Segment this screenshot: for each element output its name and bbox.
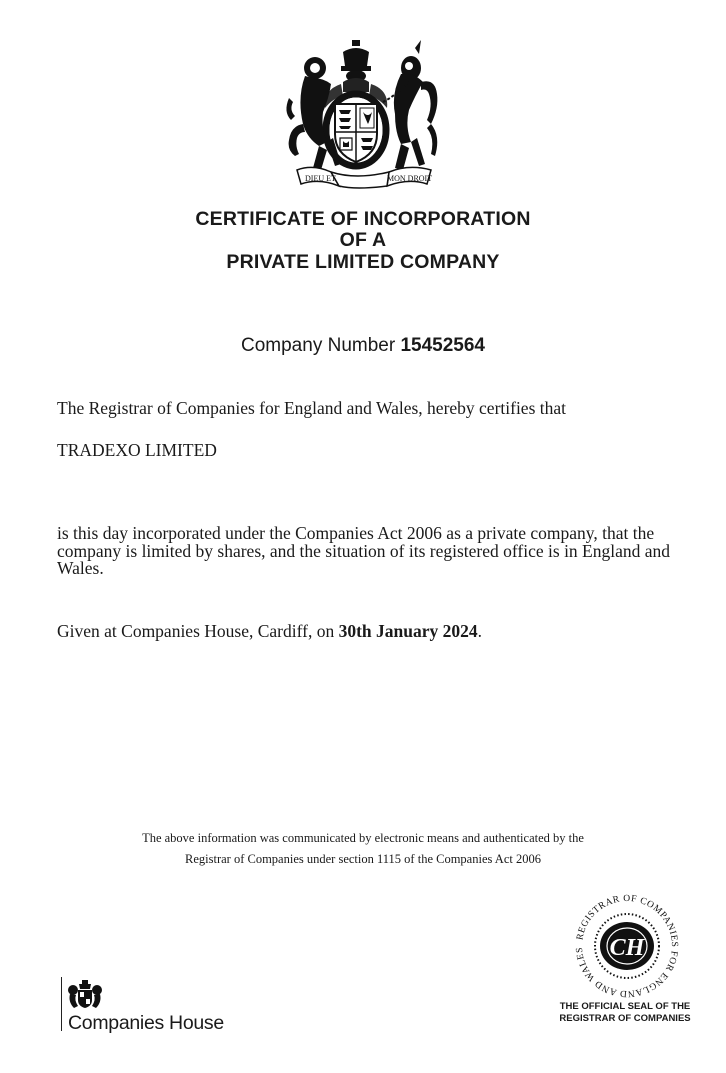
footer-note-line-1: The above information was communicated by electronic means and authenticated by the [142,831,584,845]
companies-house-name: Companies House [68,1012,224,1034]
companies-house-crest-icon [66,980,104,1010]
certificate-title-line-3: PRIVATE LIMITED COMPANY [226,251,500,273]
motto-right: MON DROIT [387,174,433,183]
seal-ring-text: REGISTRAR OF COMPANIES FOR ENGLAND AND WALES [574,893,680,999]
logo-divider [61,977,62,1031]
given-statement [57,622,677,640]
seal-monogram: CH [609,935,645,961]
certificate-title-line-1: CERTIFICATE OF INCORPORATION [195,208,531,230]
royal-coat-of-arms-icon [283,38,445,190]
footer-note-line-2: Registrar of Companies under section 1115 of the Companies Act 2006 [185,852,541,866]
certificate-title-line-2: OF A [339,229,387,251]
registrar-seal-icon [562,888,692,1000]
company-number-line [0,335,726,357]
given-date: 30th January 2024 [338,621,478,641]
company-number-label: Company Number [241,335,396,356]
seal-caption-line-1: THE OFFICIAL SEAL OF THE [559,1001,691,1012]
given-suffix: . [477,621,482,641]
incorporation-statement: is this day incorporated under the Companies Act 2006 as a private company, that the company is limited by shares, and the situation of its registered office is in England and Wales. [57,523,671,578]
company-name: TRADEXO LIMITED [57,440,217,460]
registrar-statement: The Registrar of Companies for England and Wales, hereby certifies that [57,398,567,418]
company-number: 15452564 [400,335,485,356]
given-prefix: Given at Companies House, Cardiff, on [57,621,335,641]
motto-left: DIEU ET [305,174,336,183]
seal-caption-line-2: REGISTRAR OF COMPANIES [559,1013,691,1024]
